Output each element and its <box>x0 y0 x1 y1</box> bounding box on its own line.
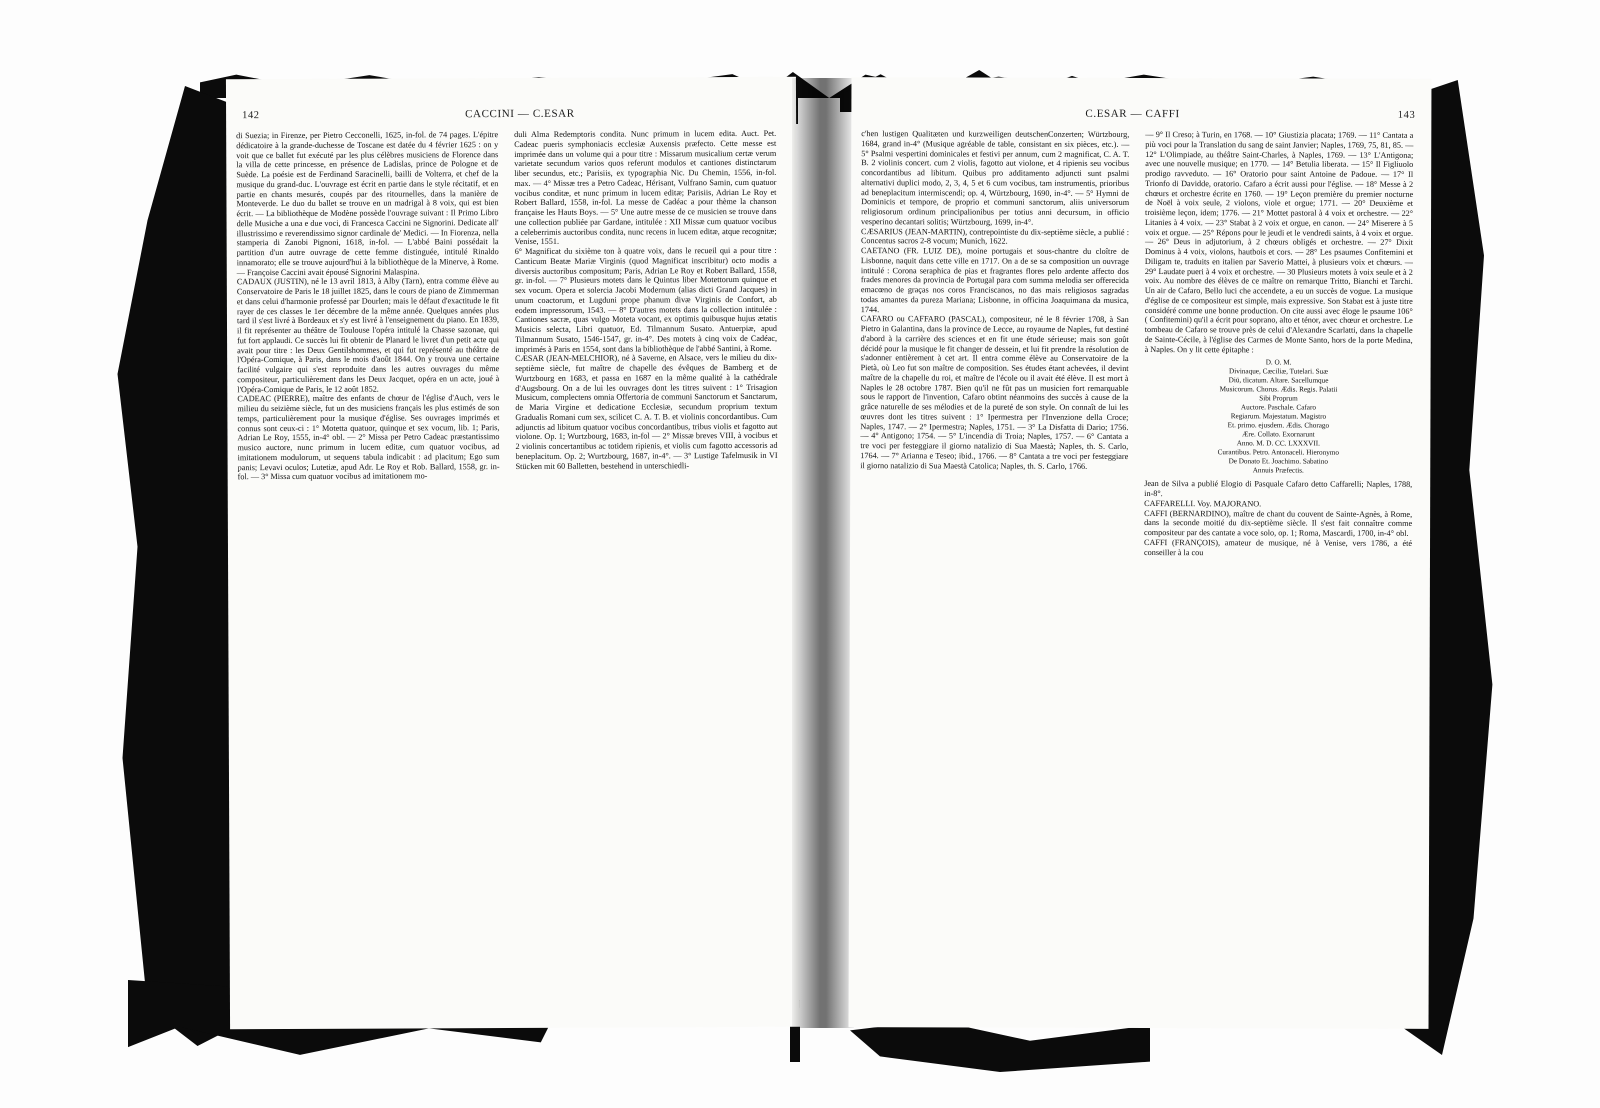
right-page <box>849 77 1432 1029</box>
paragraph: di Suezia; in Firenze, per Pietro Cecconelli, 1625, in-fol. de 74 pages. L'épitre dédicatoire à la grande-duchesse de Toscane est datée du 4 février 1625 : on y voit que ce ballet fut exécuté par les plus célèbres musiciens de Florence dans la villa de cette princesse, en présence de Ladislas, prince de Pologne et de Suède. La poésie est de Ferdinand Saracinelli, bailli de Volterra, et chef de la musique du grand-duc. L'ouvrage est écrit en partie dans le style récitatif, et en partie en chants mesurés, coupés par des ritournelles, dans la manière de Monteverde. Le duo du ballet se trouve en un madrigal à 8 voix, qui est bien écrit. — La bibliothèque de Modène possède l'ouvrage suivant : Il Primo Libro delle Musiche a una e due voci, di Francesca Caccini ne Signorini. Dedicate all' illustrissimo e reverendissimo signor cardinale de' Medici. — In Fiorenza, nella stamperia di Zanobi Pignoni, 1618, in-fol. — L'abbé Baini possédait la partition d'un autre ouvrage de cette femme distinguée, intitulé Rinaldo innamorato; elle se trouve aujourd'hui à la bibliothèque de la Minerve, à Rome. — Françoise Caccini avait épousé Signorini Malaspina. <box>236 130 499 277</box>
paragraph: CAFFI (BERNARDINO), maître de chant du couvent de Sainte-Agnès, à Rome, dans la seconde moitié du dix-septième siècle. Il s'est fait connaître comme compositeur par des cantate a voce solo, op. 1; Roma, Mascardi, 1700, in-4° obl. <box>1144 508 1413 538</box>
epitaph-line: Auctore. Paschale. Cafaro <box>1240 403 1316 412</box>
left-page <box>226 77 800 1029</box>
epitaph-line: Ære. Collato. Exornarunt <box>1242 430 1315 439</box>
right-page-folio: 143 <box>1397 109 1416 121</box>
paragraph: CAFARO ou CAFFARO (PASCAL), compositeur, né le 8 février 1708, à San Pietro in Galantina, dans la province de Lecce, au royaume de Naples, fut destiné d'abord à la carrière des sciences et en fit une étude sérieuse; mais son goût décidé pour la musique le fit changer de dessein, et lui fit prendre la résolution de s'adonner entièrement à cet art. Il entra comme élève au Conservatoire de la Pietà, où Leo fut son maître de composition. Ses études étant achevées, il devint maître de la chapelle du roi, et maître de l'école ou il avait été élève. Il est mort à Naples le 28 octobre 1787. Bien qu'il ne fût pas un musicien fort remarquable sous le rapport de l'invention, Cafaro obtint néanmoins des succès à cause de la grâce naturelle de ses mélodies et de la pureté de son style. On connaît de lui les œuvres dont les titres suivent : 1° Ipermestra per l'Invenzione della Croce; Naples, 1747. — 2° Ipermestra; Naples, 1751. — 3° La Disfatta di Dario; 1756. — 4° Antigono; 1754. — 5° L'incendia di Troia; Naples, 1757. — 6° Cantata a tre voci per festeggiare il giorno natalizio di Sua Maestà; Naples, th. S. Carlo, 1764. — 7° Arianna e Teseo; ibid., 1766. — 8° Cantata a tre voci per festeggiare il giorno natalizio di Sua Maestà Catolica; Naples, th. S. Carlo, 1766. <box>860 314 1129 471</box>
epitaph-line: Regiarum. Majestatum. Magistro <box>1230 412 1327 421</box>
paragraph: Jean de Silva a publié Elogio di Pasquale Cafaro detto Caffarelli; Naples, 1788, in-8°. <box>1144 479 1413 499</box>
paragraph: duli Alma Redemptoris condita. Nunc primum in lucem edita. Auct. Pet. Cadeac pueris symphoniacis ecclesiæ Auxensis præfecto. Cette messe est imprimée dans un volume qui a pour titre : Missarum musicalium certæ verum varietate secundum varios quos referunt modulos et cantiones distinctarum liber secundus, etc.; Parisiis, ex typographia Nic. Du Chemin, 1556, in-fol. max. — 4° Missæ tres a Petro Cadeac, Hérisant, Vulfrano Samin, cum quatuor vocibus conditæ, et nunc primum in lucem editæ; Parisiis, Adrian Le Roy et Robert Ballard, 1558, in-fol. La messe de Cadéac a pour thème la chanson française les Hauts Boys. — 5° Une autre messe de ce musicien se trouve dans une collection publiée par Gardane, intitulée : XII Missæ cum quatuor vocibus a celeberrimis auctoribus condita, nunc recens in lucem editæ, atque recognitæ; Venise, 1551. <box>514 128 777 247</box>
paragraph: 6° Magnificat du sixième ton à quatre voix, dans le recueil qui a pour titre : Canticum Beatæ Mariæ Virginis (quod Magnificat inscribitur) octo modis a diversis auctoribus compositum; Paris, Adrian Le Roy et Robert Ballard, 1558, gr. in-fol. — 7° Plusieurs motets dans le Quintus liber Motettorum quinque et sex vocum. Opera et solercia Jacobi Modernum (alias dicti Grand Jacques) in unum coactorum, et Lugduni prope phanum divæ Virginis de Confort, ab eodem impressorum, 1543. — 8° D'autres motets dans la collection intitulée : Cantiones sacræ, quas vulgo Moteta vocant, ex optimis quibusque hujus ætatis Musicis selecta, Libri quatuor, Ed. Tilmannum Susato. Antuerpiæ, apud Tilmannum Susato, 1546-1547, gr. in-4°. Des motets à cinq voix de Cadéac, imprimés à Paris en 1554, sont dans la bibliothèque de l'abbé Santini, à Rome. <box>514 245 778 354</box>
left-column-2 <box>514 129 778 481</box>
right-column-2 <box>1144 130 1413 558</box>
epitaph-line: Sibi Proprum <box>1259 394 1298 403</box>
paragraph: — 9° Il Creso; à Turin, en 1768. — 10° Giustizia placata; 1769. — 11° Cantata a più voci pour la Translation du sang de saint Janvier; Naples, 1769, 75, 81, 85. — 12° L'Olimpiade, au théâtre Saint-Charles, à Naples, 1769. — 13° L'Antigona; avec une nouvelle musique; en 1770. — 14° Betulia liberata. — 15° Il Figliuolo prodigo ravveduto. — 16° Oratorio pour saint Antoine de Padoue. — 17° Il Trionfo di Davidde, oratorio. Cafaro a écrit aussi pour l'église. — 18° Messe à 2 chœurs et orchestre écrite en 1760. — 19° Leçon première du premier nocturne de Noël à voix seule, 2 violons, viole et orgue; 1771. — 20° Deuxième et troisième leçon, idem; 1776. — 21° Mottet pastoral à 4 voix et orchestre. — 22° Litanies à 4 voix. — 23° Stabat à 2 voix et orgue, en canon. — 24° Miserere à 5 voix et orgue. — 25° Répons pour le jeudi et le vendredi saints, à 4 voix et orgue. — 26° Deus in adjutorium, à 2 chœurs obligés et orchestre. — 27° Dixit Dominus à 4 voix, violons, hautbois et cors. — 28° Les psaumes Confitemini et Diligam te, traduits en italien par Saverio Mattei, à plusieurs voix et chœurs. — 29° Laudate pueri à 4 voix et orchestre. — 30 Plusieurs motets à voix seule et à 2 voix. Au nombre des élèves de ce maître on remarque Tritto, Bianchi et Tarchi. Un air de Cafaro, Bello luci che accendete, a eu un succès de vogue. La musique d'église de ce compositeur est simple, mais expressive. Son Stabat est à juste titre considéré comme une bonne production. On cite aussi avec éloge le psaume 106° ( Confitemini) qu'il a écrit pour soprano, alto et ténor, avec chœur et orchestre. Le tombeau de Cafaro se trouve près de celui d'Alexandre Scarlatti, dans la chapelle de Sainte-Cécile, à l'église des Carmes de Monte Santo, hors de la porte Medina, à Naples. On y lit cette épitaphe : <box>1144 130 1414 354</box>
paragraph: CAETANO (FR. LUIZ DE), moine portugais et sous-chantre du cloître de Lisbonne, naquit dans cette ville en 1717. On a de se sa composition un ouvrage intitulé : Corona seraphica de pias et fragrantes flores pelo ardente affecto dos frades menores da provincia de Portugal para com summa melodia ser offerecida emacœno de graças nos coros Franciscanos, no das mais religiosos sagradas todas amantes da pureza Mariana; Lisbonne, in officina Joaquimana da musica, 1744. <box>860 246 1129 314</box>
epitaph-line: D. O. M. <box>1265 358 1292 367</box>
epitaph-line: De Donato Et. Joachimo. Sabatino <box>1228 457 1329 466</box>
paragraph: CÆSAR (JEAN-MELCHIOR), né à Saverne, en Alsace, vers le milieu du dix-septième siècle, fut maître de chapelle des évêques de Bamberg et de Wurtzbourg en 1683, et passa en 1687 en la même qualité à la cathédrale d'Augsbourg. On a de lui les ouvrages dont les titres suivent : 1° Trisagion Musicum, complectens omnia Offertoria de communi Sanctorum et Sanctarum, de Maria Virgine et dedicatione Ecclesiæ, secundum proprium textum Gradualis Romani cum sex, scilicet C. A. T. B. et violinis concordantibus. Cum adjunctis ad libitum quatuor vocibus concordantibus, tribus violis et fagotto aut violone. Op. 1; Wurtzbourg, 1683, in-fol — 2° Missæ breves VIII, à vocibus et 2 violinis concertantibus ac totidem ripienis, et violis cum fagotto accessoris ad beneplacitum. Op. 2; Wurtzbourg, 1687, in-4°. — 3° Lustige Tafelmusik in VI Stücken mit 60 Balletten, bestehend in unterschiedli- <box>515 353 778 471</box>
right-page-columns <box>860 129 1421 558</box>
left-page-header-title: CACCINI — C.ESAR <box>465 107 575 121</box>
paragraph: CAFFI (FRANÇOIS), amateur de musique, né à Venise, vers 1786, a été conseiller à la cou <box>1143 537 1413 557</box>
right-page-running-head <box>861 107 1421 121</box>
epitaph-line: Curantibus. Petro. Antonaceli. Hieronymo <box>1217 448 1340 457</box>
right-column-1 <box>860 129 1129 557</box>
paragraph: CADAUX (JUSTIN), né le 13 avril 1813, à Alby (Tarn), entra comme élève au Conservatoire de Paris le 18 juillet 1825, dans le cours de piano de Zimmerman et dans celui d'harmonie professé par Dourlen; mais le défaut d'exactitude le fit rayer de ces classes le 1er décembre de la même année. Quelques années plus tard il s'est livré à Bordeaux et s'y est livré à l'enseignement du piano. En 1839, il fit représenter au théâtre de Toulouse l'opéra intitulé la Chasse sazonae, qui fut fort applaudi. Ce succès lui fit obtenir de Planard le livret d'un petit acte qui avait pour titre : les Deux Gentilshommes, et qui fut représenté au théâtre de l'Opéra-Comique, à Paris, dans le mois d'août 1844. On y trouva une certaine facilité vulgaire qui s'est reproduite dans les autres ouvrages du même compositeur, particulièrement dans les Deux Jacquet, opéra en un acte, joué à l'Opéra-Comique de Paris, le 12 août 1852. <box>236 276 500 394</box>
left-column-1 <box>236 130 500 482</box>
left-page-folio: 142 <box>242 110 260 122</box>
paragraph: c'hen lustigen Qualitæten und kurzweiligen deutschenConzerten; Würtzbourg, 1684, grand in-4° (Musique agréable de table, consistant en six pièces, etc.). — 5° Psalmi vespertini dominicales et festivi per annum, cum 2 magnificat, C. A. T. B. 2 violinis concert. cum 2 violis, fagotto aut violone, et 4 ripienis seu vocibus concordantibus ad libitum. Quibus pro additamento adjuncti sunt psalmi alternativi duplici modo, 2, 3, 4, 5 et 6 cum vocibus, tam instrumentis, prioribus ad beneplacitum intermiscendi; op. 4, Würtzbourg, 1690, in-4°. — 5° Hymni de Dominicis et tempore, de proprio et communi sanctorum, aliis universorum religiosorum ordinum principalionibus per totius anni decursum, in officio vesperino decantari solitis; Würtzbourg, 1699, in-4°. <box>861 129 1130 227</box>
epitaph-line: Annuis Præfectis. <box>1252 466 1304 475</box>
epitaph-line: Diū, tlicatum. Altare. Sacellumque <box>1228 376 1329 385</box>
paragraph: CÆSARIUS (JEAN-MARTIN), contrepointiste du dix-septième siècle, a publié : Concentus sacros 2-8 vocum; Munich, 1622. <box>860 226 1130 246</box>
book-gutter <box>792 78 854 1028</box>
epitaph-line: Musicorum. Chorus. Ædis. Regis. Palatii <box>1219 385 1338 394</box>
right-page-header-title: C.ESAR — CAFFI <box>1085 107 1180 121</box>
left-page-running-head <box>236 107 786 121</box>
epitaph-line: Divinaque, Cæciliæ, Tutelari. Suæ <box>1229 367 1329 376</box>
paragraph: CADEAC (PIERRE), maître des enfants de chœur de l'église d'Auch, vers le milieu du seizième siècle, fut un des musiciens français les plus estimés de son temps, particulièrement pour la musique d'église. Ses ouvrages imprimés et connus sont ceux-ci : 1° Motetta quatuor, quinque et sex vocum, lib. 1; Paris, Adrian Le Roy, 1555, in-4° obl. — 2° Missa per Petro Cadeac præstantissimo musico auctore, nunc primum in lucem editæ, cum quatuor vocibus, ad imitationem modulorum, ut sequens tabula indicabit : ad placitum; Ego sum panis; Levavi oculos; Lutetiæ, apud Adr. Le Roy et Rob. Ballard, 1558, gr. in-fol. — 3° Missa cum quatuor vocibus ad imitationem mo- <box>237 393 500 482</box>
paragraph: CAFFARELLI. Voy. MAJORANO. <box>1144 498 1262 509</box>
epitaph-line: Et. primo. ejusdem. Ædis. Chorago <box>1227 421 1330 430</box>
epitaph-block <box>1144 358 1412 476</box>
epitaph-line: Anno. M. D. CC. LXXXVII. <box>1236 439 1320 448</box>
open-book <box>120 78 1480 1043</box>
left-page-columns <box>236 129 788 482</box>
